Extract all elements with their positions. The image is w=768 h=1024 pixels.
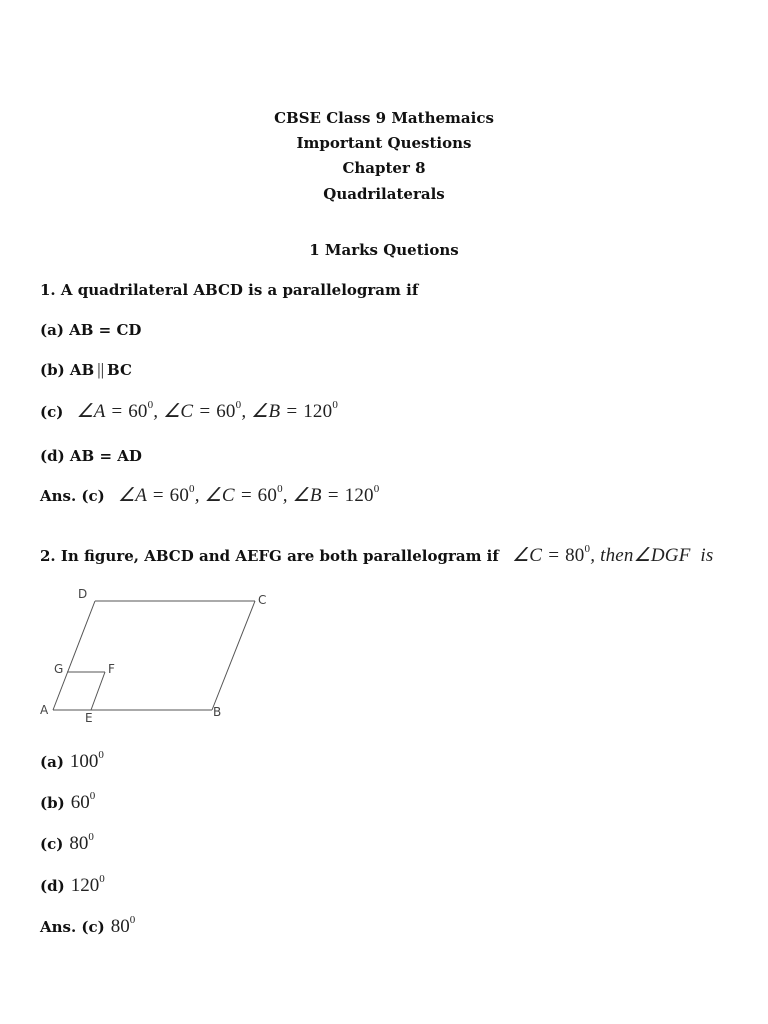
question-1-stem: 1. A quadrilateral ABCD is a parallelogram if (40, 281, 419, 299)
edge-ad (53, 601, 95, 710)
option-c-value: $80^0$ (69, 831, 94, 854)
option-b-label: (b) (40, 794, 65, 812)
parallelogram-figure (36, 584, 276, 726)
question-2-option-c (40, 831, 740, 854)
question-1-answer (40, 483, 740, 506)
answer-label: Ans. (c) (40, 918, 105, 936)
question-2-option-d (40, 873, 740, 896)
vertex-label-f: F (108, 662, 115, 676)
option-c-angles: ∠A = $60^0$, ∠C = $60^0$, ∠B = $120^0$ (76, 399, 339, 422)
chapter-heading: Chapter 8 (342, 159, 426, 177)
document-subtitle: Important Questions (296, 134, 472, 152)
question-2-option-b (40, 790, 740, 813)
answer-label: Ans. (c) (40, 487, 105, 505)
edge-fe (91, 672, 105, 710)
vertex-label-e: E (85, 711, 93, 725)
option-c-label: (c) (40, 835, 64, 853)
question-2-stem (40, 543, 740, 566)
topic-heading: Quadrilaterals (323, 185, 445, 203)
question-1-option-c (40, 399, 740, 422)
parallel-symbol: || (97, 360, 105, 379)
question-1-option-d: (d) AB = AD (40, 447, 142, 465)
vertex-label-g: G (54, 662, 64, 676)
vertex-label-d: D (78, 587, 88, 601)
vertex-label-c: C (258, 593, 267, 607)
option-c-label: (c) (40, 403, 64, 421)
vertex-label-b: B (213, 705, 222, 719)
answer-value: $80^0$ (110, 914, 136, 937)
question-2-math: ∠C = $80^0$, then∠DGF is (512, 543, 714, 566)
question-2-text: 2. In figure, ABCD and AEFG are both parallelogram if (40, 547, 499, 565)
option-b-prefix: (b) AB (40, 361, 95, 379)
answer-angles: ∠A = $60^0$, ∠C = $60^0$, ∠B = $120^0$ (118, 483, 380, 506)
option-a-label: (a) (40, 753, 64, 771)
question-1-option-a: (a) AB = CD (40, 321, 142, 339)
document-title: CBSE Class 9 Mathemaics (274, 109, 494, 127)
section-heading: 1 Marks Quetions (309, 241, 459, 259)
option-b-suffix: BC (107, 361, 132, 379)
option-d-label: (d) (40, 877, 65, 895)
edge-cb (212, 601, 255, 710)
question-2-answer (40, 914, 740, 937)
question-2-option-a (40, 749, 740, 772)
option-d-value: $120^0$ (70, 873, 105, 896)
vertex-label-a: A (40, 703, 49, 717)
option-a-value: $100^0$ (69, 749, 104, 772)
option-b-value: $60^0$ (70, 790, 96, 813)
question-1-option-b (40, 360, 740, 380)
